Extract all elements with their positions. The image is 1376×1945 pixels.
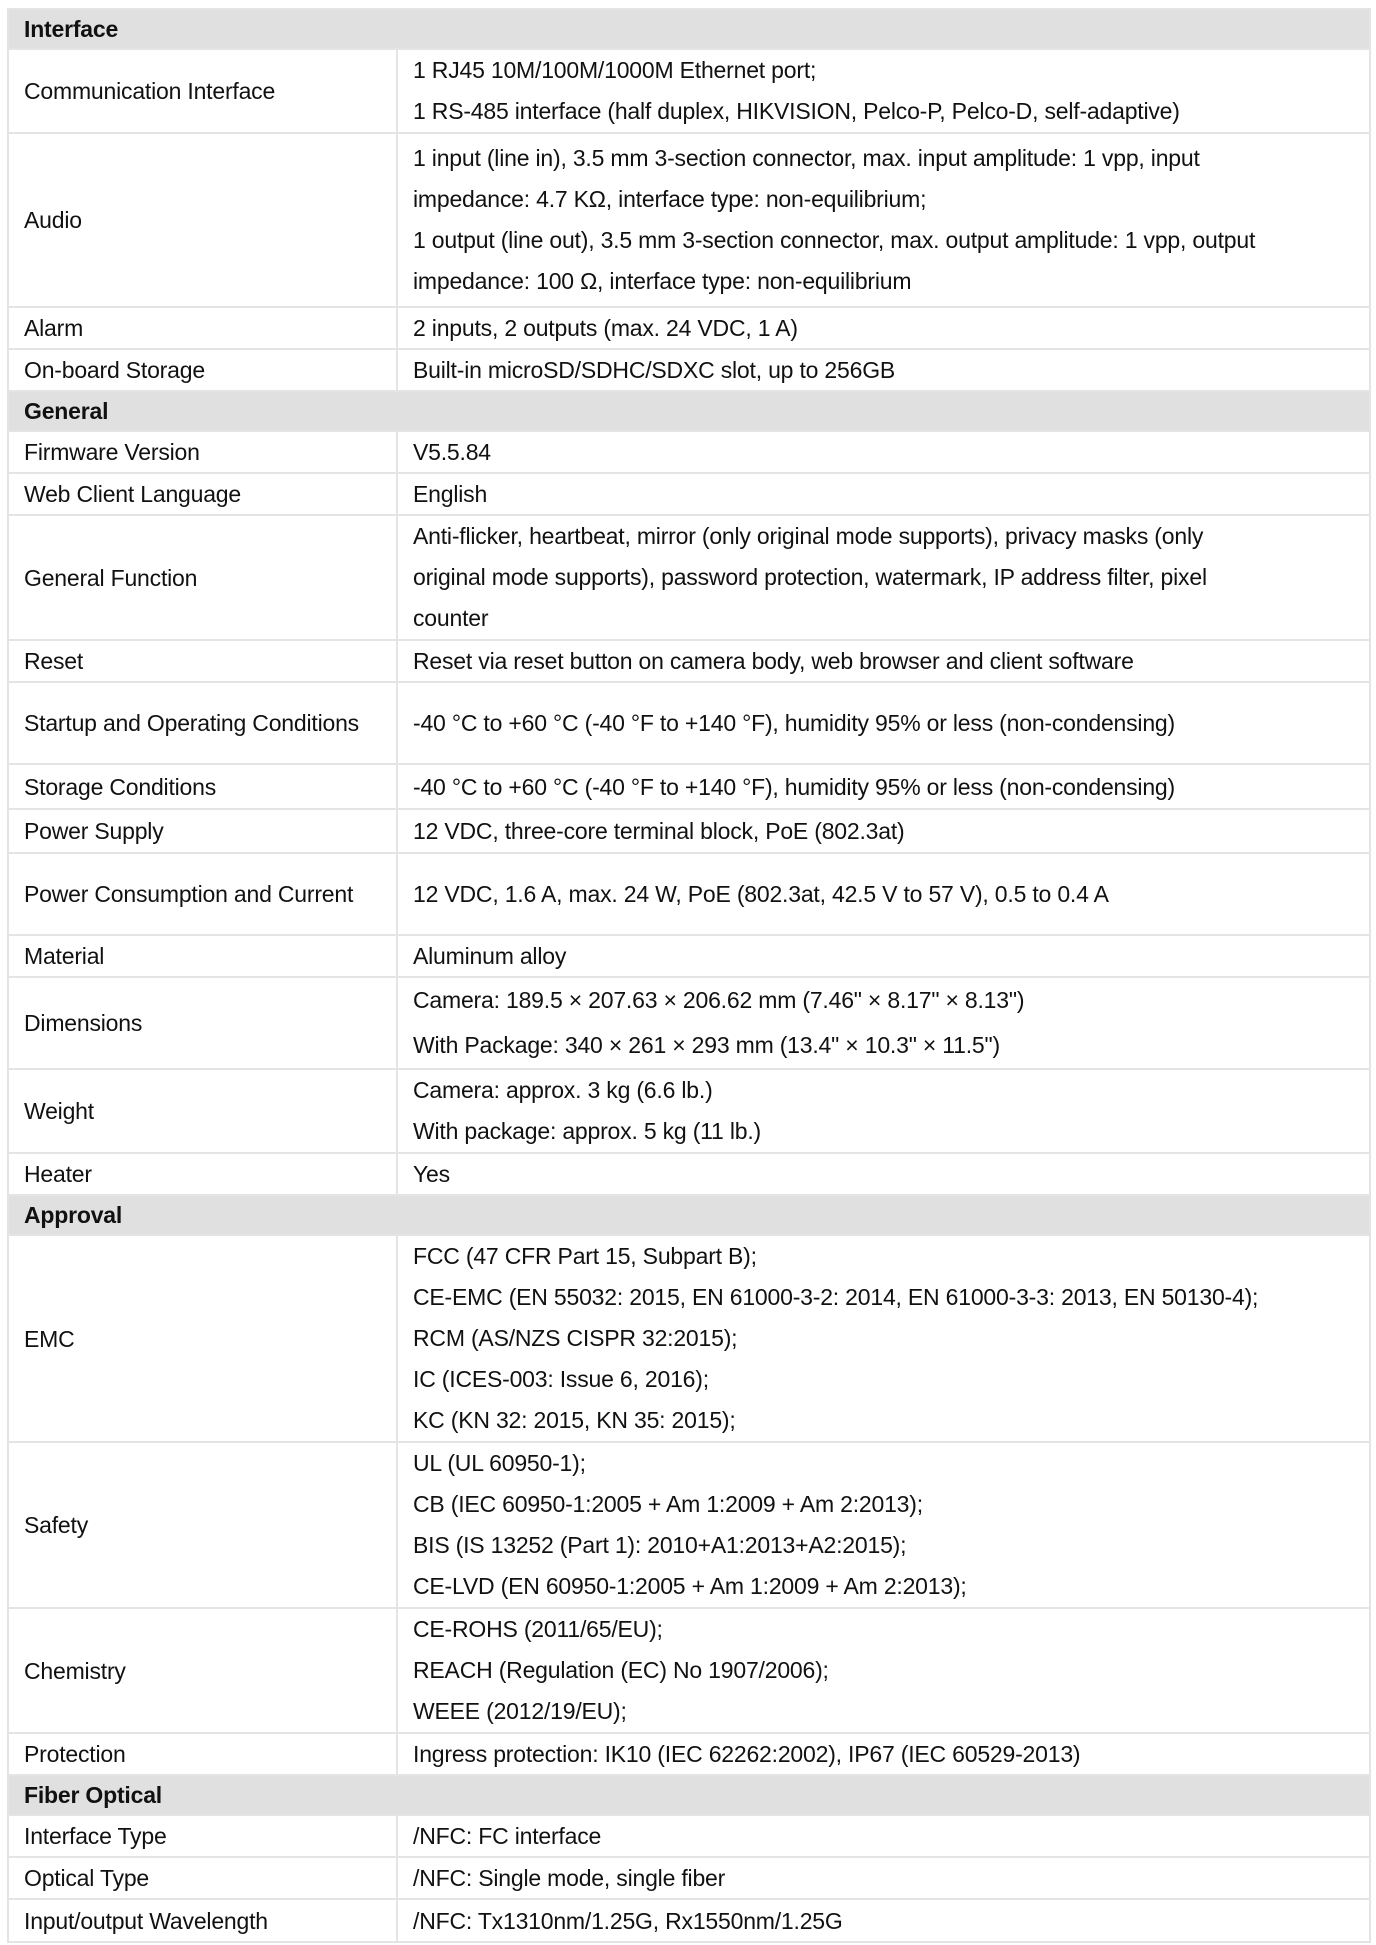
spec-row [8, 1069, 1370, 1153]
spec-value-line: 12 VDC, three-core terminal block, PoE (802.3at) [413, 818, 905, 844]
spec-value [397, 1733, 1370, 1775]
spec-row [8, 682, 1370, 764]
spec-label: Power Supply [8, 809, 397, 853]
spec-value-line: /NFC: Single mode, single fiber [413, 1865, 726, 1891]
spec-value-line: UL (UL 60950-1); [413, 1450, 586, 1476]
spec-value [397, 1069, 1370, 1153]
spec-label: Startup and Operating Conditions [8, 682, 397, 764]
spec-value [397, 977, 1370, 1069]
spec-row [8, 1235, 1370, 1442]
spec-label: Material [8, 935, 397, 977]
spec-row [8, 1815, 1370, 1857]
spec-value-line: FCC (47 CFR Part 15, Subpart B); [413, 1243, 757, 1269]
spec-value-line: With package: approx. 5 kg (11 lb.) [413, 1118, 761, 1144]
spec-row [8, 473, 1370, 515]
spec-row [8, 977, 1370, 1069]
spec-value [397, 1857, 1370, 1899]
spec-value-line: 2 inputs, 2 outputs (max. 24 VDC, 1 A) [413, 315, 798, 341]
spec-label: Dimensions [8, 977, 397, 1069]
spec-value [397, 473, 1370, 515]
spec-value [397, 764, 1370, 809]
spec-value-line: /NFC: FC interface [413, 1823, 602, 1849]
spec-label: Weight [8, 1069, 397, 1153]
spec-value [397, 349, 1370, 391]
spec-row [8, 307, 1370, 349]
spec-label: Heater [8, 1153, 397, 1195]
spec-value-line: Ingress protection: IK10 (IEC 62262:2002), IP67 (IEC 60529-2013) [413, 1741, 1081, 1767]
spec-label: Input/output Wavelength [8, 1899, 397, 1942]
spec-value-line: CE-LVD (EN 60950-1:2005 + Am 1:2009 + Am 2:2013); [413, 1573, 967, 1599]
spec-value [397, 515, 1370, 640]
spec-row [8, 1608, 1370, 1733]
spec-value-line: counter [413, 605, 489, 631]
spec-value-line: Yes [413, 1161, 450, 1187]
spec-value [397, 307, 1370, 349]
spec-value-line: impedance: 100 Ω, interface type: non-equilibrium [413, 268, 912, 294]
spec-value [397, 49, 1370, 133]
spec-row [8, 1733, 1370, 1775]
spec-value [397, 809, 1370, 853]
spec-label: Reset [8, 640, 397, 682]
section-header-row [8, 391, 1370, 431]
spec-label: Protection [8, 1733, 397, 1775]
spec-value [397, 640, 1370, 682]
spec-value-line: With Package: 340 × 261 × 293 mm (13.4" × 10.3" × 11.5") [413, 1032, 1000, 1058]
spec-row [8, 515, 1370, 640]
spec-value-line: Built-in microSD/SDHC/SDXC slot, up to 256GB [413, 357, 896, 383]
spec-label: Interface Type [8, 1815, 397, 1857]
spec-row [8, 640, 1370, 682]
spec-label: Optical Type [8, 1857, 397, 1899]
spec-value-line: /NFC: Tx1310nm/1.25G, Rx1550nm/1.25G [413, 1907, 843, 1934]
spec-label: On-board Storage [8, 349, 397, 391]
spec-row [8, 1899, 1370, 1942]
spec-value-line: V5.5.84 [413, 439, 491, 465]
spec-value-line: 1 RJ45 10M/100M/1000M Ethernet port; [413, 57, 817, 83]
spec-value-line: CE-EMC (EN 55032: 2015, EN 61000-3-2: 2014, EN 61000-3-3: 2013, EN 50130-4); [413, 1284, 1259, 1310]
spec-value [397, 1153, 1370, 1195]
spec-value [397, 1608, 1370, 1733]
spec-value [397, 935, 1370, 977]
spec-row [8, 133, 1370, 307]
spec-label: Firmware Version [8, 431, 397, 473]
spec-value-line: original mode supports), password protection, watermark, IP address filter, pixel [413, 564, 1207, 590]
spec-row [8, 1153, 1370, 1195]
spec-row [8, 853, 1370, 935]
section-header-row [8, 1775, 1370, 1815]
spec-value-line: KC (KN 32: 2015, KN 35: 2015); [413, 1407, 736, 1433]
spec-value [397, 431, 1370, 473]
spec-row [8, 431, 1370, 473]
spec-value-line: CB (IEC 60950-1:2005 + Am 1:2009 + Am 2:2013); [413, 1491, 923, 1517]
spec-value-line: Camera: approx. 3 kg (6.6 lb.) [413, 1077, 713, 1103]
spec-value-line: impedance: 4.7 KΩ, interface type: non-equilibrium; [413, 186, 927, 212]
section-title: Interface [8, 9, 1370, 49]
spec-value-line: Camera: 189.5 × 207.63 × 206.62 mm (7.46" × 8.17" × 8.13") [413, 987, 1025, 1013]
spec-value-line: 12 VDC, 1.6 A, max. 24 W, PoE (802.3at, 42.5 V to 57 V), 0.5 to 0.4 A [413, 881, 1109, 907]
spec-value-line: Aluminum alloy [413, 943, 567, 969]
spec-label: Safety [8, 1442, 397, 1608]
spec-value-line: English [413, 481, 488, 507]
spec-value-line: RCM (AS/NZS CISPR 32:2015); [413, 1325, 738, 1351]
spec-table-container [7, 8, 1369, 1943]
spec-value-line: WEEE (2012/19/EU); [413, 1698, 627, 1724]
spec-row [8, 935, 1370, 977]
spec-value [397, 1235, 1370, 1442]
spec-label: Power Consumption and Current [8, 853, 397, 935]
spec-value-line: REACH (Regulation (EC) No 1907/2006); [413, 1657, 829, 1683]
spec-value-line: -40 °C to +60 °C (-40 °F to +140 °F), humidity 95% or less (non-condensing) [413, 773, 1175, 800]
spec-value-line: BIS (IS 13252 (Part 1): 2010+A1:2013+A2:2015); [413, 1532, 907, 1558]
spec-row [8, 764, 1370, 809]
spec-value-line: CE-ROHS (2011/65/EU); [413, 1616, 663, 1642]
spec-value [397, 853, 1370, 935]
spec-value [397, 1442, 1370, 1608]
spec-label: Chemistry [8, 1608, 397, 1733]
spec-row [8, 349, 1370, 391]
spec-value [397, 1815, 1370, 1857]
spec-value-line: 1 output (line out), 3.5 mm 3-section connector, max. output amplitude: 1 vpp, output [413, 227, 1256, 253]
spec-row [8, 49, 1370, 133]
spec-value-line: Reset via reset button on camera body, web browser and client software [413, 648, 1134, 674]
spec-value [397, 682, 1370, 764]
spec-label: Audio [8, 133, 397, 307]
spec-value-line: -40 °C to +60 °C (-40 °F to +140 °F), humidity 95% or less (non-condensing) [413, 710, 1175, 736]
spec-value [397, 1899, 1370, 1942]
spec-row [8, 1857, 1370, 1899]
spec-value [397, 133, 1370, 307]
section-title: Approval [8, 1195, 1370, 1235]
spec-label: General Function [8, 515, 397, 640]
spec-value-line: IC (ICES-003: Issue 6, 2016); [413, 1366, 709, 1392]
spec-value-line: Anti-flicker, heartbeat, mirror (only original mode supports), privacy masks (only [413, 523, 1204, 549]
section-title: General [8, 391, 1370, 431]
spec-label: Alarm [8, 307, 397, 349]
spec-table-body [8, 9, 1370, 1942]
spec-label: Communication Interface [8, 49, 397, 133]
section-title: Fiber Optical [8, 1775, 1370, 1815]
spec-label: Web Client Language [8, 473, 397, 515]
specification-table [7, 8, 1371, 1943]
spec-row [8, 809, 1370, 853]
spec-label: Storage Conditions [8, 764, 397, 809]
spec-label: EMC [8, 1235, 397, 1442]
spec-value-line: 1 RS-485 interface (half duplex, HIKVISION, Pelco-P, Pelco-D, self-adaptive) [413, 98, 1180, 124]
section-header-row [8, 1195, 1370, 1235]
section-header-row [8, 9, 1370, 49]
spec-row [8, 1442, 1370, 1608]
spec-value-line: 1 input (line in), 3.5 mm 3-section connector, max. input amplitude: 1 vpp, input [413, 145, 1200, 171]
